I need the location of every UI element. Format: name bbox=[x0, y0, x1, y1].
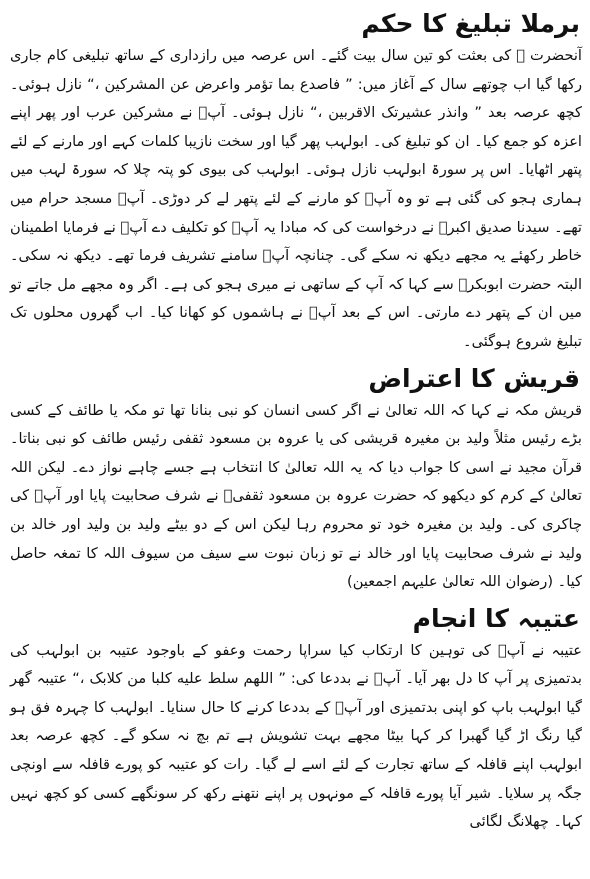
section-body-quraysh-objection: قریش مکہ نے کہا کہ اللہ تعالیٰ نے اگر کسی انسان کو نبی بنانا تھا تو مکہ یا طائف کے کسی بڑے رئیس مثلاً ولید بن مغیرہ قریشی کی یا عروہ بن مسعود ثقفی رئیس طائف کو نبی بناتا۔ قرآن مجید نے اسی کا جواب دیا کہ یہ اللہ تعالیٰ کا انتخاب ہے جسے چاہے نواز دے۔ لیکن اللہ تعالیٰ کے کرم کو دیکھو کہ حضرت عروہ بن مسعود ثقفیؓ نے شرف صحابیت پایا اور آپؐ کی چاکری کی۔ ولید بن مغیرہ خود تو محروم رہا لیکن اس کے دو بیٹے ولید بن ولید اور خالد بن ولید نے شرف صحابیت پایا اور خالد نے تو زبان نبوت سے سیف من سیوف اللہ کا تمغہ حاصل کیا۔ (رضوان اللہ تعالیٰ علیہم اجمعین) bbox=[10, 401, 582, 591]
section-heading-open-preaching: برملا تبلیغ کا حکم bbox=[361, 9, 580, 38]
section-body-utaybah-fate: عتیبہ نے آپؐ کی توہین کا ارتکاب کیا سراپا رحمت وعفو کے باوجود عتیبہ بن ابولہب کی بدتمیزی پر آپ کا دل بھر آیا۔ آپؐ نے بددعا کی: ” اللھم سلط علیه کلبا من کلابک ،“ عتیبہ گھر گیا ابولہب باپ کو اپنی بدتمیزی اور آپؐ کے بددعا کرنے کا حال سنایا۔ ابولہب کا چہرہ فق ہو گیا رنگ اڑ گیا گھبرا کر کہا بیٹا مجھے بہت تشویش ہے تم بچ نہ سکو گے۔ کچھ عرصہ بعد ابولہب اپنے قافلہ کے ساتھ تجارت کے لئے اسے لے گیا۔ رات کو عتیبہ کو پورے قافلہ سے اونچی جگہ پر سلایا۔ شیر آیا پورے قافلہ کے مونہوں پر اپنے نتھنے رکھ کر سونگھے کسی کو کچھ نہیں کہا۔ چھلانگ لگائی bbox=[10, 641, 582, 831]
section-heading-quraysh-objection: قریش کا اعتراض bbox=[368, 363, 580, 393]
document-page bbox=[10, 6, 582, 874]
section-heading-utaybah-fate: عتیبہ کا انجام bbox=[412, 603, 580, 633]
section-body-open-preaching: آنحضرت ؐ کی بعثت کو تین سال بیت گئے۔ اس عرصہ میں رازداری کے ساتھ تبلیغی کام جاری رکھا گیا اب چوتھے سال کے آغاز میں: ” فاصدع بما تؤمر واعرض عن المشرکین ،“ نازل ہوئی۔ کچھ عرصہ بعد ” وانذر عشیرتک الاقربین ،“ نازل ہوئی۔ آپؐ نے مشرکین عرب اور پھر اپنے اعزہ کو جمع کیا۔ ان کو تبلیغ کی۔ ابولہب پھر گیا اور سخت نازیبا کلمات کہے اور مارنے کے لئے پتھر اٹھایا۔ اس پر سورۃ ابولہب نازل ہوئی۔ ابولہب کی بیوی کو پتہ چلا کہ سورۃ لہب میں ہماری ہجو کی گئی ہے تو وہ آپؐ کو مارنے کے لئے پتھر لے کر دوڑی۔ آپؐ مسجد حرام میں تھے۔ سیدنا صدیق اکبرؓ نے درخواست کی کہ مبادا یہ آپؐ کو تکلیف دے آپؐ نے فرمایا اطمینان خاطر رکھئے یہ مجھے دیکھ نہ سکے گی۔ چنانچہ آپؐ سامنے تشریف فرما تھے۔ دیکھ نہ سکی۔ البتہ حضرت ابوبکرؓ سے کہا کہ آپ کے ساتھی نے میری ہجو کی ہے۔ اگر وہ مجھے مل جاتے تو میں ان کے پتھر دے مارتی۔ اس کے بعد آپؐ نے ہاشموں کو کھانا کیا۔ اب گھروں محلوں تک تبلیغ شروع ہوگئی۔ bbox=[10, 47, 582, 350]
